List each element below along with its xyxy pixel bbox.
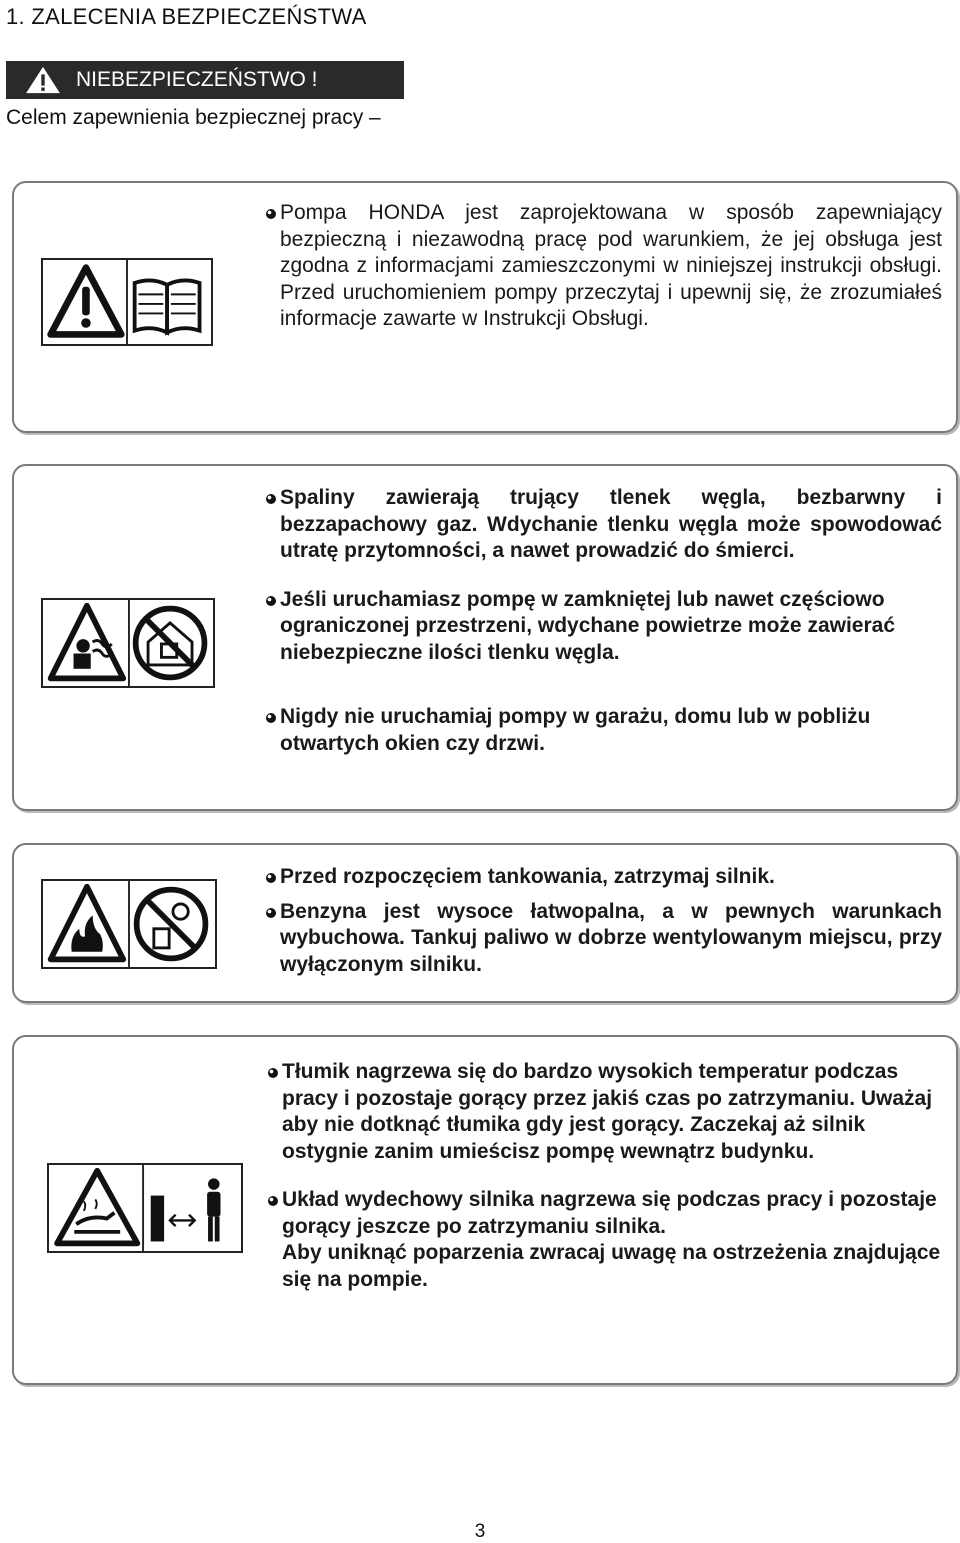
bullet-item: Przed rozpoczęciem tankowania, zatrzymaj silnik.	[266, 864, 942, 891]
panel-1-icon-strip	[41, 258, 213, 346]
bullet-item: Układ wydechowy silnika nagrzewa się podczas pracy i pozostaje gorący jeszcze po zatrzymaniu silnika.	[268, 1187, 942, 1240]
page-number: 3	[474, 1521, 486, 1542]
safety-panel-carbon-monoxide	[12, 464, 958, 811]
danger-banner	[6, 61, 404, 99]
no-refuel-while-running-icon	[137, 890, 206, 959]
bullet-item: Pompa HONDA jest zaprojektowana w sposób zapewniający bezpieczną i niezawodną pracę pod warunkiem, że jej obsługa jest zgodna z informacjami zamieszczonymi w niniejszej instrukcji obsługi. Przed uruchomieniem pompy przeczytaj i upewnij się, że zrozumiałeś informacje zawarte w Instrukcji Obsługi.	[266, 200, 942, 333]
bullet-item: Benzyna jest wysoce łatwopalna, a w pewnych warunkach wybuchowa. Tankuj paliwo w dobrze wentylowanym miejscu, przy wyłączonym silniku.	[266, 899, 942, 979]
no-indoor-operation-icon	[136, 609, 205, 678]
bullet-item: Jeśli uruchamiasz pompę w zamkniętej lub nawet częściowo ograniczonej przestrzeni, wdychane powietrze może zawierać niebezpieczne ilości tlenku węgla.	[266, 587, 942, 667]
panel-4-icon-strip	[47, 1163, 243, 1253]
danger-label: NIEBEZPIECZEŃSTWO !	[76, 68, 318, 91]
section-heading: 1. ZALECENIA BEZPIECZEŃSTWA	[6, 4, 367, 29]
bullet-item-continued: Aby uniknąć poparzenia zwracaj uwagę na ostrzeżenia znajdujące się na pompie.	[282, 1241, 941, 1291]
panel-2-icon-strip	[41, 598, 215, 688]
safety-panel-hot-muffler	[12, 1035, 958, 1385]
panel-3-icon-strip	[41, 879, 217, 969]
safety-panel-read-manual	[12, 181, 958, 433]
open-book-icon	[135, 280, 200, 332]
intro-text: Celem zapewnienia bezpiecznej pracy –	[6, 106, 381, 129]
bullet-item: Tłumik nagrzewa się do bardzo wysokich temperatur podczas pracy i pozostaje gorący przez jakiś czas po zatrzymaniu. Uważaj aby nie dotknąć tłumika gdy jest gorący. Zaczekaj aż silnik ostygnie zanim umieścisz pompę wewnątrz budynku.	[268, 1059, 942, 1165]
flammable-fire-warning-icon	[51, 887, 124, 960]
bullet-item: Spaliny zawierają trujący tlenek węgla, bezbarwny i bezzapachowy gaz. Wdychanie tlenku węgla może spowodować utratę przytomności, a nawet prowadzić do śmierci.	[266, 485, 942, 565]
warning-triangle-icon	[51, 268, 122, 335]
keep-distance-person-icon	[151, 1178, 221, 1241]
toxic-gas-warning-icon	[51, 606, 124, 679]
bullet-item: Nigdy nie uruchamiaj pompy w garażu, domu lub w pobliżu otwartych okien czy drzwi.	[266, 704, 942, 757]
hot-surface-warning-icon	[57, 1171, 137, 1244]
warning-triangle-icon	[24, 65, 62, 95]
safety-panel-refueling	[12, 843, 958, 1003]
